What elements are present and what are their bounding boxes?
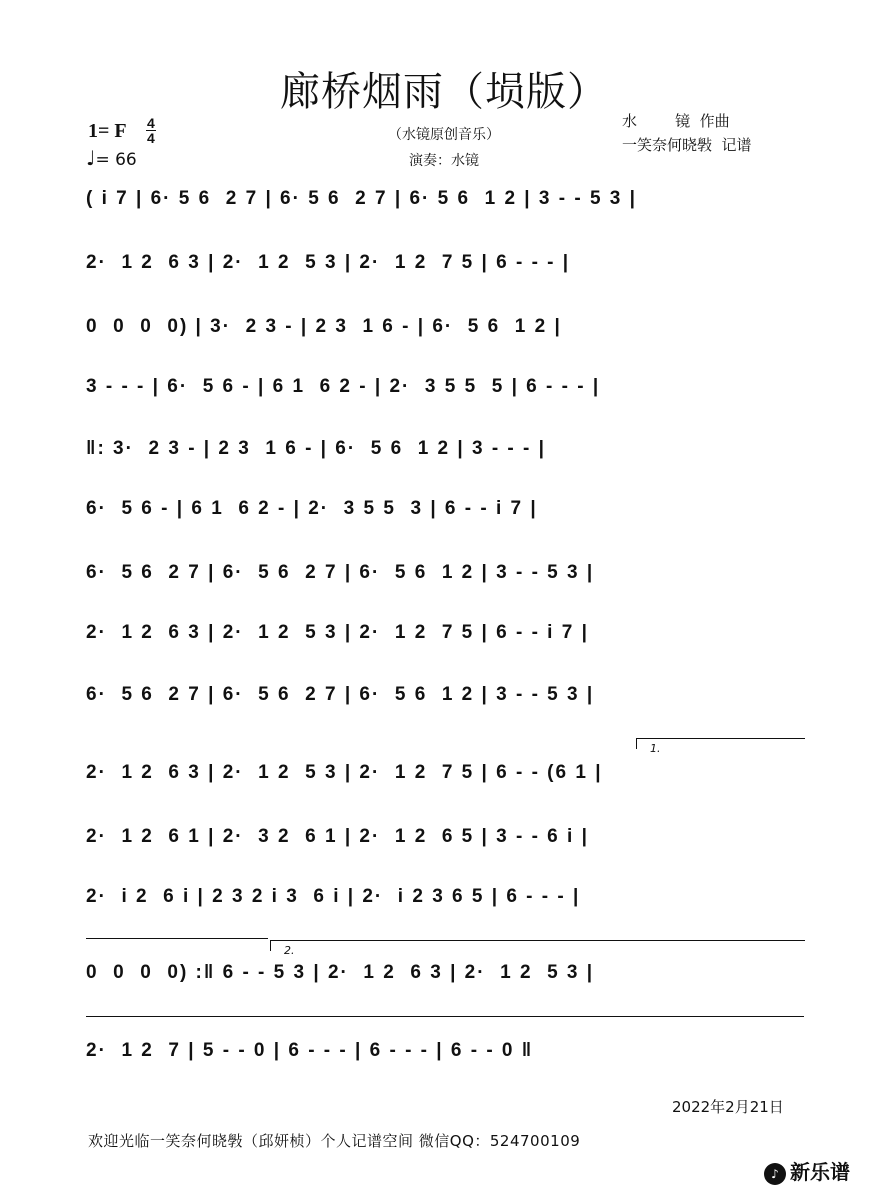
performer: 演奏：水镜	[409, 153, 479, 169]
notation-line: 2· 1 2 6 3 | 2· 1 2 5 3 | 2· 1 2 7 5 | 6 - - - |	[86, 252, 571, 273]
staff-divider	[86, 938, 268, 939]
quarter-note-icon: ♩	[86, 146, 96, 170]
notation-line: 2· 1 2 6 3 | 2· 1 2 5 3 | 2· 1 2 7 5 | 6 - - (6 1 |	[86, 762, 603, 783]
score-system	[86, 498, 806, 534]
score-system	[86, 1040, 806, 1076]
volta-1-label: 1.	[650, 742, 661, 755]
score-system	[86, 962, 806, 998]
tempo-value: = 66	[95, 150, 137, 170]
site-logo	[764, 1156, 850, 1185]
date: 2022年2月21日	[672, 1098, 784, 1116]
footer-note: 欢迎光临一笑奈何晓斅（邱妍桢）个人记谱空间 微信QQ：524700109	[88, 1132, 581, 1150]
score-system	[86, 438, 806, 474]
notation-line: 2· 1 2 6 3 | 2· 1 2 5 3 | 2· 1 2 7 5 | 6 - - i 7 |	[86, 622, 589, 643]
score-system	[86, 188, 806, 224]
key-signature: 1= F	[88, 120, 127, 142]
transcriber: 一笑奈何晓斅 记谱	[622, 136, 752, 154]
notation-line: 6· 5 6 2 7 | 6· 5 6 2 7 | 6· 5 6 1 2 | 3 - - 5 3 |	[86, 562, 595, 583]
score-system	[86, 886, 806, 922]
score-system	[86, 562, 806, 598]
notation-line: 3 - - - | 6· 5 6 - | 6 1 6 2 - | 2· 3 5 5 5 | 6 - - - |	[86, 376, 601, 397]
page-title: 廊桥烟雨（埙版）	[280, 69, 608, 115]
notation-line: 2· 1 2 7 | 5 - - 0 | 6 - - - | 6 - - - | 6 - - 0 ‖	[86, 1040, 534, 1061]
time-signature	[146, 116, 156, 145]
notation-line: ( i 7 | 6· 5 6 2 7 | 6· 5 6 2 7 | 6· 5 6 1 2 | 3 - - 5 3 |	[86, 188, 637, 209]
score-system	[86, 826, 806, 862]
tempo-marking	[86, 146, 137, 170]
notation-line: 6· 5 6 - | 6 1 6 2 - | 2· 3 5 5 3 | 6 - - i 7 |	[86, 498, 538, 519]
notation-line: 0 0 0 0) :‖ 6 - - 5 3 | 2· 1 2 6 3 | 2· 1 2 5 3 |	[86, 962, 595, 983]
staff-divider	[86, 1016, 804, 1017]
volta-bracket-2	[270, 940, 805, 951]
score-system	[86, 684, 806, 720]
time-numerator: 4	[147, 115, 155, 131]
notation-line: 2· i 2 6 i | 2 3 2 i 3 6 i | 2· i 2 3 6 5 | 6 - - - |	[86, 886, 581, 907]
time-denominator: 4	[147, 130, 155, 146]
score-system	[86, 622, 806, 658]
score-system	[86, 762, 806, 798]
notation-line: 0 0 0 0) | 3· 2 3 - | 2 3 1 6 - | 6· 5 6 1 2 |	[86, 316, 562, 337]
record-icon: ♪	[764, 1163, 786, 1185]
score-system	[86, 376, 806, 412]
subtitle: （水镜原创音乐）	[388, 127, 500, 143]
volta-2-label: 2.	[284, 944, 295, 957]
score-system	[86, 252, 806, 288]
composer: 水 镜 作曲	[622, 112, 730, 130]
notation-line: 6· 5 6 2 7 | 6· 5 6 2 7 | 6· 5 6 1 2 | 3 - - 5 3 |	[86, 684, 595, 705]
score-system	[86, 316, 806, 352]
volta-bracket-1	[636, 738, 805, 749]
notation-line: 2· 1 2 6 1 | 2· 3 2 6 1 | 2· 1 2 6 5 | 3 - - 6 i |	[86, 826, 589, 847]
logo-text: 新乐谱	[790, 1160, 850, 1184]
notation-line: ‖: 3· 2 3 - | 2 3 1 6 - | 6· 5 6 1 2 | 3 - - - |	[86, 438, 546, 459]
